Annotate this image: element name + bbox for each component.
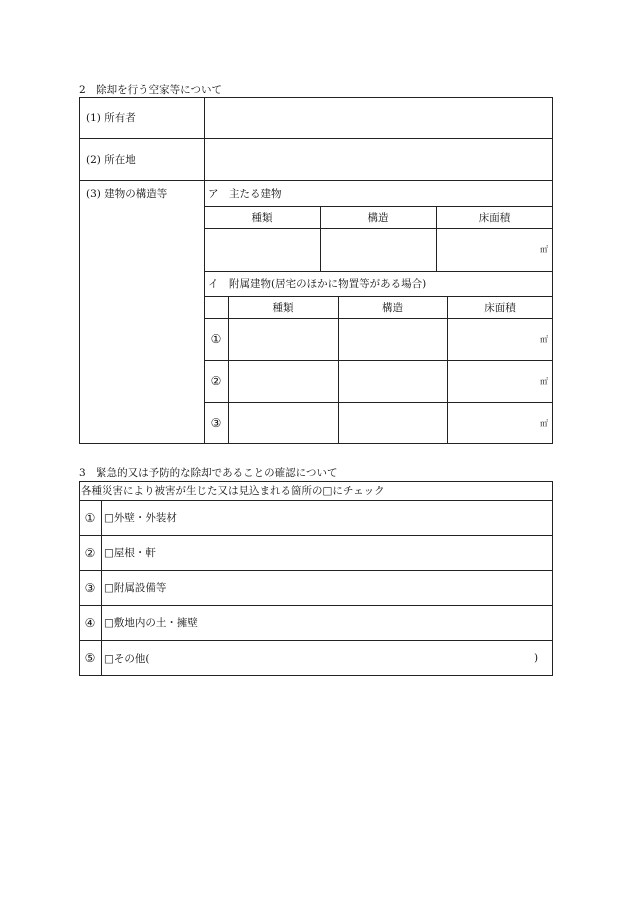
item-number: ② — [84, 545, 96, 560]
annex-row-number: ③ — [210, 416, 222, 430]
main-header-type: 種類 — [251, 211, 273, 224]
location-input[interactable] — [210, 138, 550, 180]
divider — [228, 296, 229, 444]
annex-row-number: ② — [210, 374, 222, 388]
item-number: ④ — [84, 615, 96, 630]
checklist-instruction: 各種災害により被害が生じた又は見込まれる箇所の□にチェック — [81, 485, 385, 497]
main-header-structure: 構造 — [367, 211, 389, 224]
divider — [447, 296, 448, 444]
checkbox-exterior-wall[interactable]: □外壁・外装材 — [104, 512, 177, 524]
area-unit: ㎡ — [540, 245, 548, 254]
area-unit: ㎡ — [540, 334, 548, 344]
annex-structure-input[interactable] — [341, 360, 444, 402]
main-area-input[interactable] — [438, 228, 548, 271]
annex-row-number: ① — [210, 332, 222, 346]
divider — [204, 271, 553, 272]
area-unit: ㎡ — [540, 418, 548, 428]
location-label: (2) 所在地 — [86, 153, 136, 166]
structure-label: (3) 建物の構造等 — [86, 187, 168, 200]
divider — [79, 180, 553, 181]
section3-heading: 3 緊急的又は予防的な除却であることの確認について — [79, 467, 338, 479]
annex-structure-input[interactable] — [341, 318, 444, 360]
owner-label: (1) 所有者 — [86, 112, 136, 124]
annex-header-type: 種類 — [272, 301, 294, 314]
annex-area-input[interactable] — [449, 402, 548, 444]
checkbox-other[interactable]: □その他( — [104, 652, 150, 665]
checkbox-roof-eaves[interactable]: □屋根・軒 — [104, 547, 156, 559]
divider — [101, 500, 102, 676]
annex-type-input[interactable] — [231, 360, 335, 402]
annex-structure-input[interactable] — [341, 402, 444, 444]
annex-header-structure: 構造 — [382, 301, 403, 314]
annex-type-input[interactable] — [231, 402, 335, 444]
divider — [338, 296, 339, 444]
main-structure-input[interactable] — [323, 228, 433, 271]
main-building-title: ア 主たる建物 — [208, 187, 282, 200]
other-text-input[interactable] — [160, 640, 530, 676]
other-close-paren: ) — [534, 652, 539, 664]
main-type-input[interactable] — [207, 228, 317, 271]
checkbox-retaining-wall[interactable]: □敷地内の土・擁壁 — [104, 617, 198, 629]
annex-header-area: 床面積 — [484, 301, 516, 314]
item-number: ③ — [84, 580, 96, 595]
owner-input[interactable] — [210, 97, 550, 138]
item-number: ⑤ — [84, 651, 96, 665]
annex-building-title: イ 附属建物(居宅のほかに物置等がある場合) — [208, 277, 427, 290]
main-header-area: 床面積 — [478, 211, 511, 224]
section2-heading: 2 除却を行う空家等について — [79, 84, 222, 96]
area-unit: ㎡ — [540, 376, 548, 386]
checkbox-attached-equipment[interactable]: □附属設備等 — [104, 582, 167, 594]
annex-area-input[interactable] — [449, 360, 548, 402]
item-number: ① — [84, 510, 96, 525]
annex-area-input[interactable] — [449, 318, 548, 360]
annex-type-input[interactable] — [231, 318, 335, 360]
